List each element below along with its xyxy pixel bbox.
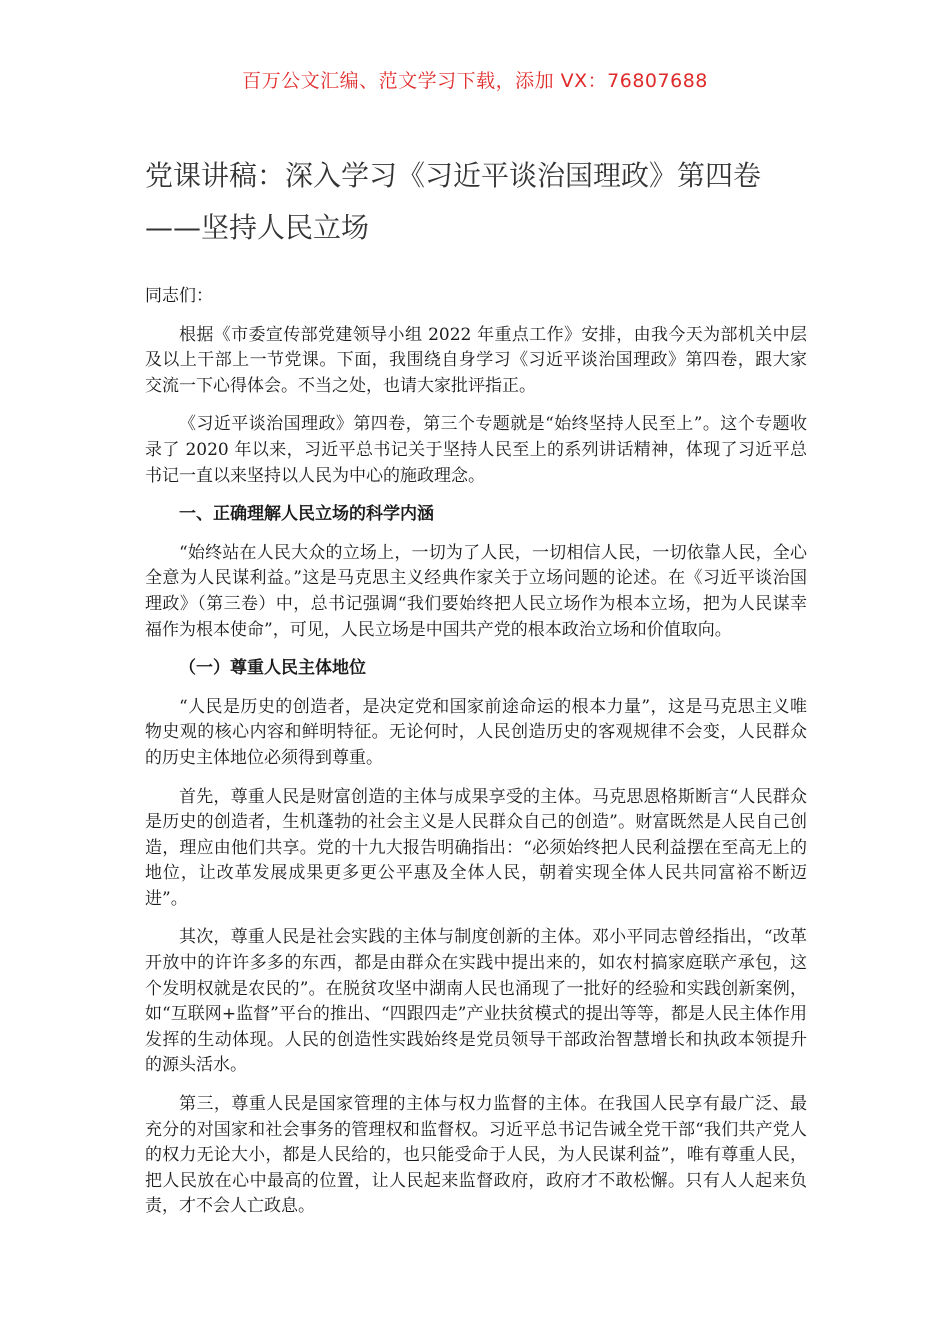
paragraph-intro: 根据《市委宣传部党建领导小组 2022 年重点工作》安排，由我今天为部机关中层及以上干部上一节党课。下面，我围绕自身学习《习近平谈治国理政》第四卷，跟大家交流一下心得体会。不当之处，也请大家批评指正。 <box>145 324 807 396</box>
paragraph-quote: “始终站在人民大众的立场上，一切为了人民，一切相信人民，一切依靠人民，全心全意为人民谋利益。”这是马克思主义经典作家关于立场问题的论述。在《习近平谈治国理政》（第三卷）中，总书记强调“我们要始终把人民立场作为根本立场，把为人民谋幸福作为根本使命”，可见，人民立场是中国共产党的根本政治立场和价值取向。 <box>145 542 807 640</box>
greeting: 同志们： <box>145 286 213 306</box>
subsection-heading-1: （一）尊重人民主体地位 <box>179 658 366 679</box>
paragraph-history: “人民是历史的创造者，是决定党和国家前途命运的根本力量”，这是马克思主义唯物史观的核心内容和鲜明特征。无论何时，人民创造历史的客观规律不会变，人民群众的历史主体地位必须得到尊重。 <box>145 696 807 768</box>
document-title <box>145 150 845 254</box>
paragraph-topic: 《习近平谈治国理政》第四卷，第三个专题就是“始终坚持人民至上”。这个专题收录了 2020 年以来，习近平总书记关于坚持人民至上的系列讲话精神，体现了习近平总书记一直以来坚持以人民为中心的施政理念。 <box>145 414 807 486</box>
paragraph-second: 其次，尊重人民是社会实践的主体与制度创新的主体。邓小平同志曾经指出，“改革开放中的许许多多的东西，都是由群众在实践中提出来的，如农村搞家庭联产承包，这个发明权就是农民的”。在脱贫攻坚中湖南人民也涌现了一批好的经验和实践创新案例，如“互联网+监督”平台的推出、“四跟四走”产业扶贫模式的提出等等，都是人民主体作用发挥的生动体现。人民的创造性实践始终是党员领导干部政治智慧增长和执政本领提升的源头活水。 <box>145 927 807 1076</box>
document-body <box>145 284 807 1233</box>
promo-banner: 百万公文汇编、范文学习下载，添加 VX：76807688 <box>242 70 708 92</box>
paragraph-first: 首先，尊重人民是财富创造的主体与成果享受的主体。马克思恩格斯断言“人民群众是历史的创造者，生机蓬勃的社会主义是人民群众自己的创造”。财富既然是人民自己创造，理应由他们共享。党的十九大报告明确指出：“必须始终把人民利益摆在至高无上的地位，让改革发展成果更多更公平惠及全体人民，朝着实现全体人民共同富裕不断迈进”。 <box>145 786 807 909</box>
title-line-1: 党课讲稿：深入学习《习近平谈治国理政》第四卷 <box>145 159 762 192</box>
section-heading-1: 一、正确理解人民立场的科学内涵 <box>179 504 434 525</box>
title-line-2: ——坚持人民立场 <box>145 211 370 244</box>
paragraph-third: 第三，尊重人民是国家管理的主体与权力监督的主体。在我国人民享有最广泛、最充分的对国家和社会事务的管理权和监督权。习近平总书记告诫全党干部“我们共产党人的权力无论大小，都是人民给的，也只能受命于人民，为人民谋利益”，唯有尊重人民，把人民放在心中最高的位置，让人民起来监督政府，政府才不敢松懈。只有人人起来负责，才不会人亡政息。 <box>145 1094 807 1217</box>
